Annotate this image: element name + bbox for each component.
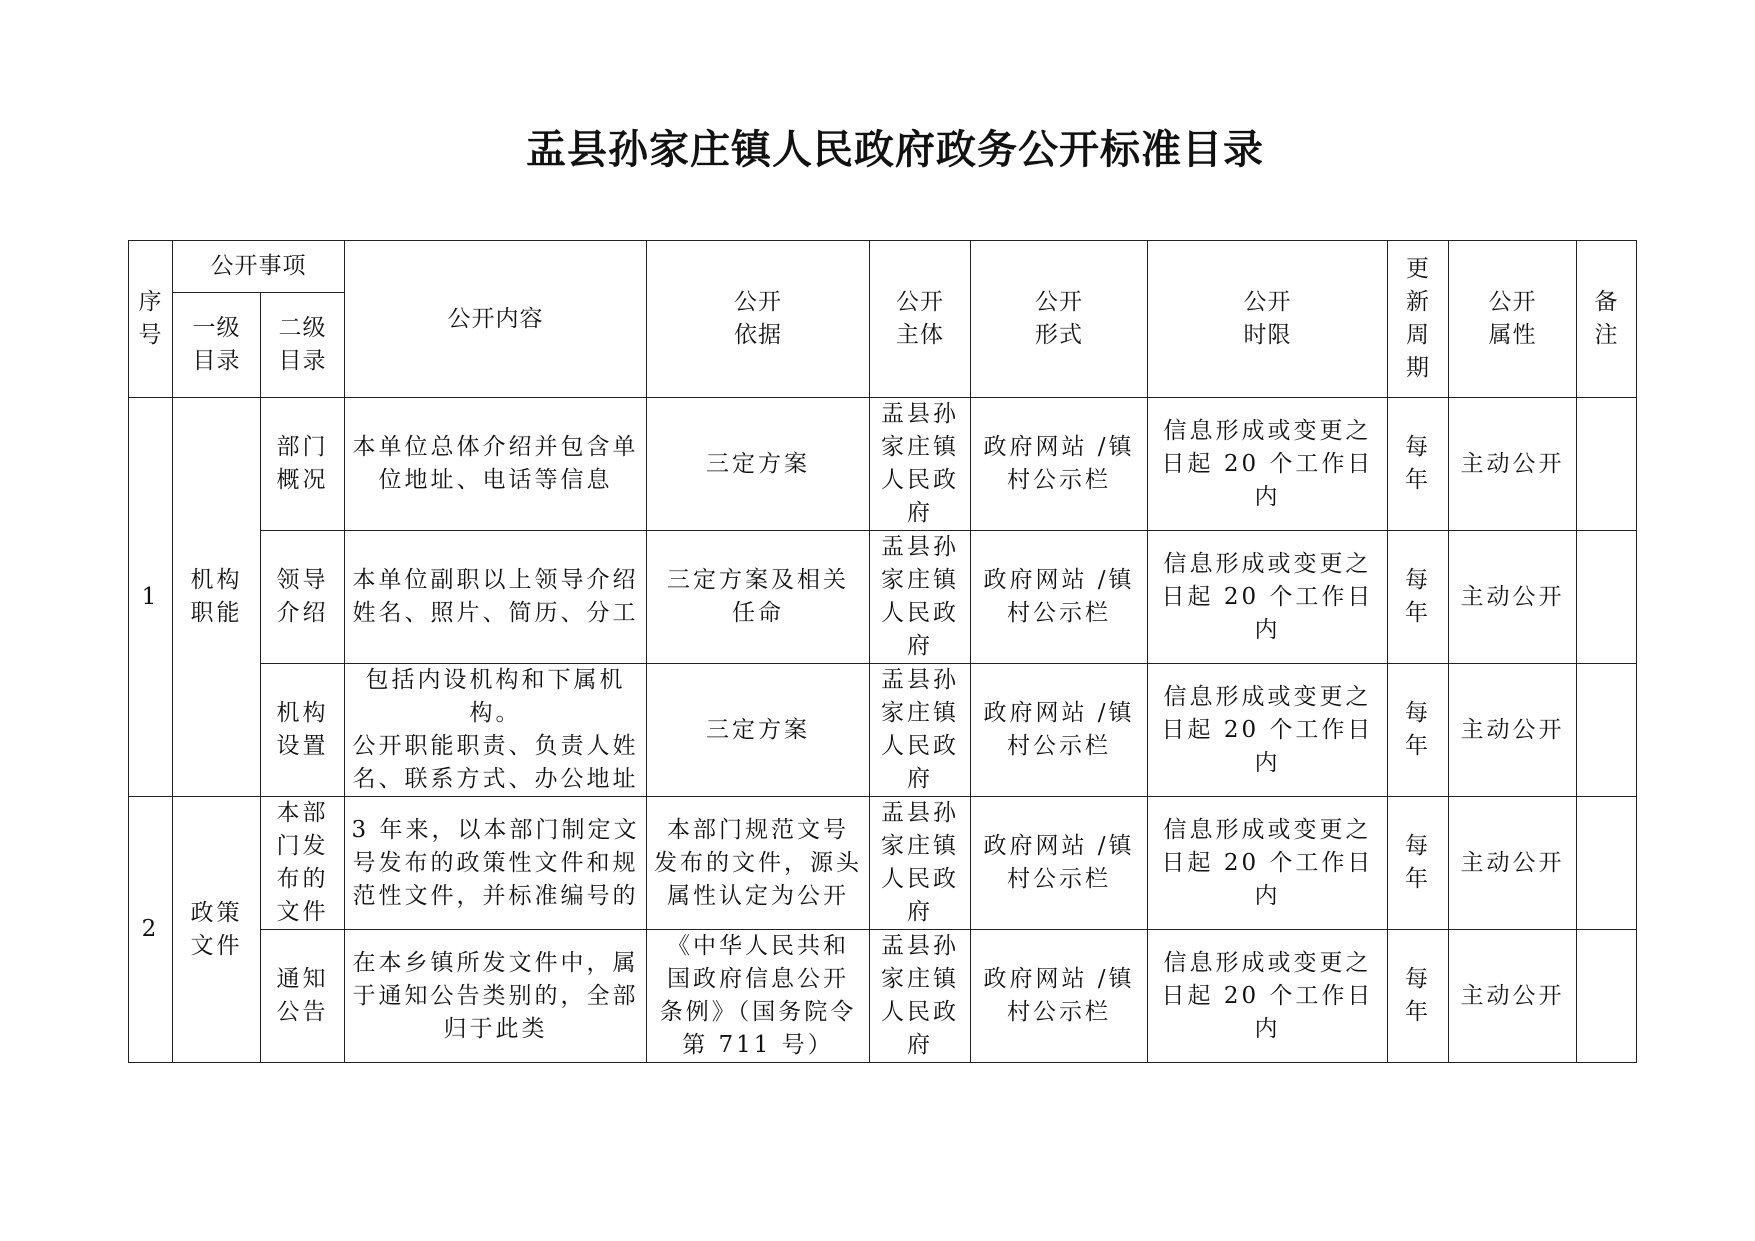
- form-cell: 政府网站 /镇 村公示栏: [971, 398, 1148, 531]
- header-row-1: [129, 241, 1637, 293]
- cycle-cell: 每 年: [1388, 930, 1449, 1063]
- level2-cell: 机构 设置: [261, 664, 345, 797]
- subject-cell: 盂县孙 家庄镇 人民政 府: [870, 398, 971, 531]
- time-cell: 信息形成或变更之 日起 20 个工作日内: [1148, 797, 1388, 930]
- form-cell: 政府网站 /镇 村公示栏: [971, 797, 1148, 930]
- time-cell: 信息形成或变更之 日起 20 个工作日内: [1148, 398, 1388, 531]
- header-time: 公开 时限: [1148, 241, 1388, 398]
- header-seq: 序 号: [129, 241, 173, 398]
- table-row: [129, 797, 1637, 930]
- level1-cell: 机构 职能: [173, 398, 261, 797]
- header-form: 公开 形式: [971, 241, 1148, 398]
- remark-cell: [1577, 930, 1637, 1063]
- basis-cell: 本部门规范文号 发布的文件，源头 属性认定为公开: [647, 797, 870, 930]
- attr-cell: 主动公开: [1449, 930, 1577, 1063]
- level2-cell: 通知 公告: [261, 930, 345, 1063]
- header-attr: 公开 属性: [1449, 241, 1577, 398]
- catalog-table: [128, 240, 1637, 1063]
- form-cell: 政府网站 /镇 村公示栏: [971, 664, 1148, 797]
- table-row: [129, 398, 1637, 531]
- content-cell: 本单位副职以上领导介绍 姓名、照片、简历、分工: [345, 531, 647, 664]
- table-row: [129, 531, 1637, 664]
- header-subject: 公开 主体: [870, 241, 971, 398]
- cycle-cell: 每 年: [1388, 531, 1449, 664]
- level1-cell: 政策 文件: [173, 797, 261, 1063]
- content-cell: 包括内设机构和下属机构。 公开职能职责、负责人姓 名、联系方式、办公地址: [345, 664, 647, 797]
- page-title: 盂县孙家庄镇人民政府政务公开标准目录: [526, 127, 1264, 173]
- remark-cell: [1577, 531, 1637, 664]
- level2-cell: 部门 概况: [261, 398, 345, 531]
- header-content: 公开内容: [345, 241, 647, 398]
- time-cell: 信息形成或变更之 日起 20 个工作日内: [1148, 930, 1388, 1063]
- remark-cell: [1577, 398, 1637, 531]
- remark-cell: [1577, 664, 1637, 797]
- row-seq-cell: 2: [129, 797, 173, 1063]
- level2-cell: 领导 介绍: [261, 531, 345, 664]
- header-level1: 一级 目录: [173, 293, 261, 398]
- subject-cell: 盂县孙 家庄镇 人民政 府: [870, 797, 971, 930]
- basis-cell: 三定方案及相关 任命: [647, 531, 870, 664]
- cycle-cell: 每 年: [1388, 797, 1449, 930]
- form-cell: 政府网站 /镇 村公示栏: [971, 930, 1148, 1063]
- basis-cell: 三定方案: [647, 664, 870, 797]
- catalog-body: [129, 398, 1637, 1063]
- cycle-cell: 每 年: [1388, 398, 1449, 531]
- time-cell: 信息形成或变更之 日起 20 个工作日内: [1148, 664, 1388, 797]
- form-cell: 政府网站 /镇 村公示栏: [971, 531, 1148, 664]
- row-seq-cell: 1: [129, 398, 173, 797]
- attr-cell: 主动公开: [1449, 664, 1577, 797]
- level2-cell: 本部 门发 布的 文件: [261, 797, 345, 930]
- header-cycle: 更 新 周 期: [1388, 241, 1449, 398]
- table-row: [129, 664, 1637, 797]
- header-remark: 备 注: [1577, 241, 1637, 398]
- subject-cell: 盂县孙 家庄镇 人民政 府: [870, 531, 971, 664]
- subject-cell: 盂县孙 家庄镇 人民政 府: [870, 664, 971, 797]
- attr-cell: 主动公开: [1449, 531, 1577, 664]
- attr-cell: 主动公开: [1449, 398, 1577, 531]
- header-level2: 二级 目录: [261, 293, 345, 398]
- header-basis: 公开 依据: [647, 241, 870, 398]
- basis-cell: 三定方案: [647, 398, 870, 531]
- basis-cell: 《中华人民共和 国政府信息公开 条例》（国务院令 第 711 号）: [647, 930, 870, 1063]
- cycle-cell: 每 年: [1388, 664, 1449, 797]
- remark-cell: [1577, 797, 1637, 930]
- content-cell: 3 年来，以本部门制定文 号发布的政策性文件和规 范性文件，并标准编号的: [345, 797, 647, 930]
- content-cell: 本单位总体介绍并包含单 位地址、电话等信息: [345, 398, 647, 531]
- time-cell: 信息形成或变更之 日起 20 个工作日内: [1148, 531, 1388, 664]
- attr-cell: 主动公开: [1449, 797, 1577, 930]
- content-cell: 在本乡镇所发文件中，属 于通知公告类别的，全部 归于此类: [345, 930, 647, 1063]
- subject-cell: 盂县孙 家庄镇 人民政 府: [870, 930, 971, 1063]
- header-items: 公开事项: [173, 241, 345, 293]
- table-row: [129, 930, 1637, 1063]
